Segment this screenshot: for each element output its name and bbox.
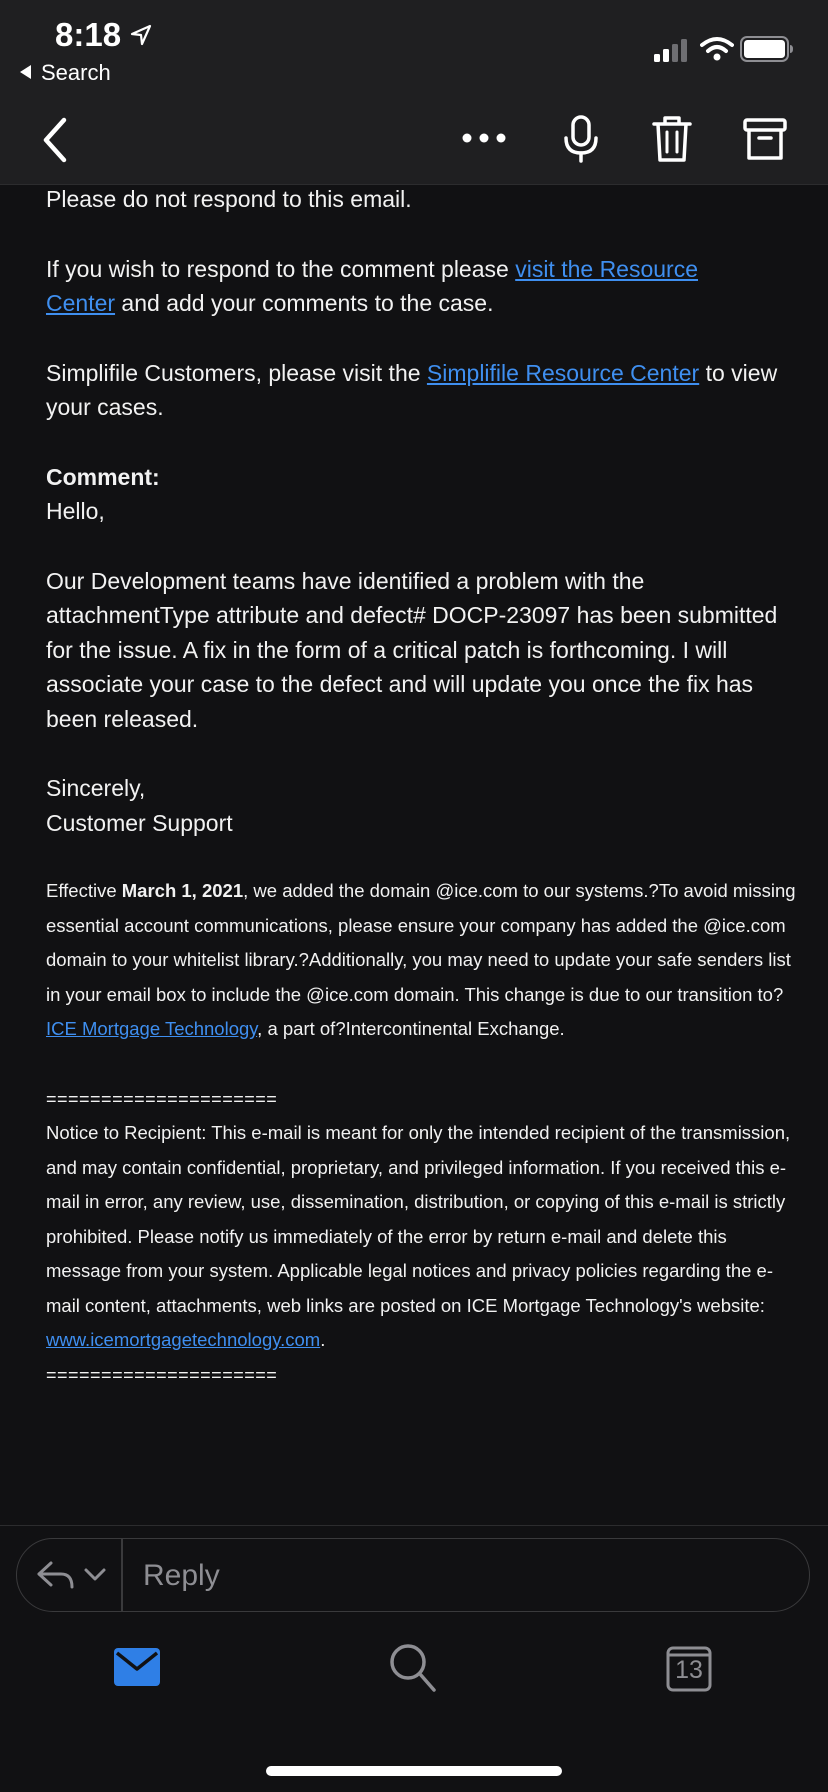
back-triangle-icon xyxy=(20,65,31,79)
comment-label: Comment: xyxy=(46,463,160,490)
notice-to-recipient xyxy=(46,1116,806,1358)
ice-mortgage-link[interactable]: ICE Mortgage Technology xyxy=(46,1018,258,1039)
effective-text: , we added the domain @ice.com to our systems.?To avoid missing essential account communications, please ensure your company has added the @ice.com domain to your whitelist library.?Additionally, you may need to update your safe senders list in your email box to include the @ice.com domain. This change is due to our transition to? xyxy=(46,880,796,1005)
separator-top: ===================== xyxy=(46,1088,278,1109)
resource-center-link-part2[interactable]: Center xyxy=(46,290,116,316)
resource-center-link-part1[interactable]: visit the Resource xyxy=(515,255,699,282)
effective-notice xyxy=(46,874,806,1047)
status-time: 8:18 xyxy=(55,16,122,53)
greeting: Hello, xyxy=(46,498,105,524)
microphone-icon[interactable] xyxy=(560,114,602,164)
location-arrow-icon xyxy=(130,24,152,46)
respond-paragraph xyxy=(46,252,806,321)
respond-prefix: If you wish to respond to the comment please xyxy=(46,255,516,282)
effective-date: March 1, 2021 xyxy=(121,880,244,901)
mail-tab-icon[interactable] xyxy=(114,1648,160,1686)
back-search-label: Search xyxy=(41,60,111,85)
reply-divider xyxy=(0,1525,828,1526)
reply-placeholder[interactable]: Reply xyxy=(143,1559,220,1592)
simplifile-prefix: Simplifile Customers, please visit the xyxy=(46,359,427,386)
effective-prefix: Effective xyxy=(46,880,122,901)
cellular-signal-icon xyxy=(652,38,690,62)
wifi-icon xyxy=(700,36,734,62)
no-respond-text: Please do not respond to this email. xyxy=(46,186,412,212)
trash-icon[interactable] xyxy=(650,114,694,164)
home-indicator xyxy=(266,1766,562,1776)
battery-icon xyxy=(740,36,794,62)
search-tab-icon[interactable] xyxy=(388,1642,438,1694)
website-link[interactable]: www.icemortgagetechnology.com xyxy=(46,1329,321,1350)
notice-period: . xyxy=(320,1329,326,1350)
signature: Customer Support xyxy=(46,809,233,836)
comment-body: Our Development teams have identified a problem with the attachmentType attribute and defect# DOCP-23097 has been submitted for the issue. A fix in the form of a critical patch is forthcoming. I will associate your case to the defect and will update you once the fix has been released. xyxy=(46,567,778,732)
simplifile-resource-center-link[interactable]: Simplifile Resource Center xyxy=(426,359,700,386)
respond-suffix: and add your comments to the case. xyxy=(115,290,494,316)
chevron-down-icon[interactable] xyxy=(83,1565,107,1583)
calendar-day-number: 13 xyxy=(675,1656,703,1684)
more-options-icon[interactable] xyxy=(460,126,508,150)
signoff: Sincerely, xyxy=(46,775,146,801)
top-bar xyxy=(0,0,828,185)
simplifile-paragraph xyxy=(46,356,806,425)
separator-bottom: ===================== xyxy=(46,1364,278,1385)
archive-icon[interactable] xyxy=(742,116,788,162)
back-to-search-link[interactable] xyxy=(20,60,111,86)
reply-bar[interactable] xyxy=(16,1538,810,1612)
simplifile-suffix: to view your cases. xyxy=(46,359,778,420)
ice-suffix: , a part of?Intercontinental Exchange. xyxy=(257,1018,565,1039)
email-body xyxy=(46,182,806,1392)
back-chevron-icon[interactable] xyxy=(38,116,74,164)
reply-separator xyxy=(121,1539,123,1611)
notice-text: Notice to Recipient: This e-mail is meant for only the intended recipient of the transmission, and may contain confidential, proprietary, and privileged information. If you received this e-mail in error, any review, use, dissemination, distribution, or copying of this e-mail is strictly prohibited. Please notify us immediately of the error by return e-mail and delete this message from your system. Applicable legal notices and privacy policies regarding the e-mail content, attachments, web links are posted on ICE Mortgage Technology's website: xyxy=(46,1122,791,1316)
reply-arrow-icon[interactable] xyxy=(35,1557,75,1593)
